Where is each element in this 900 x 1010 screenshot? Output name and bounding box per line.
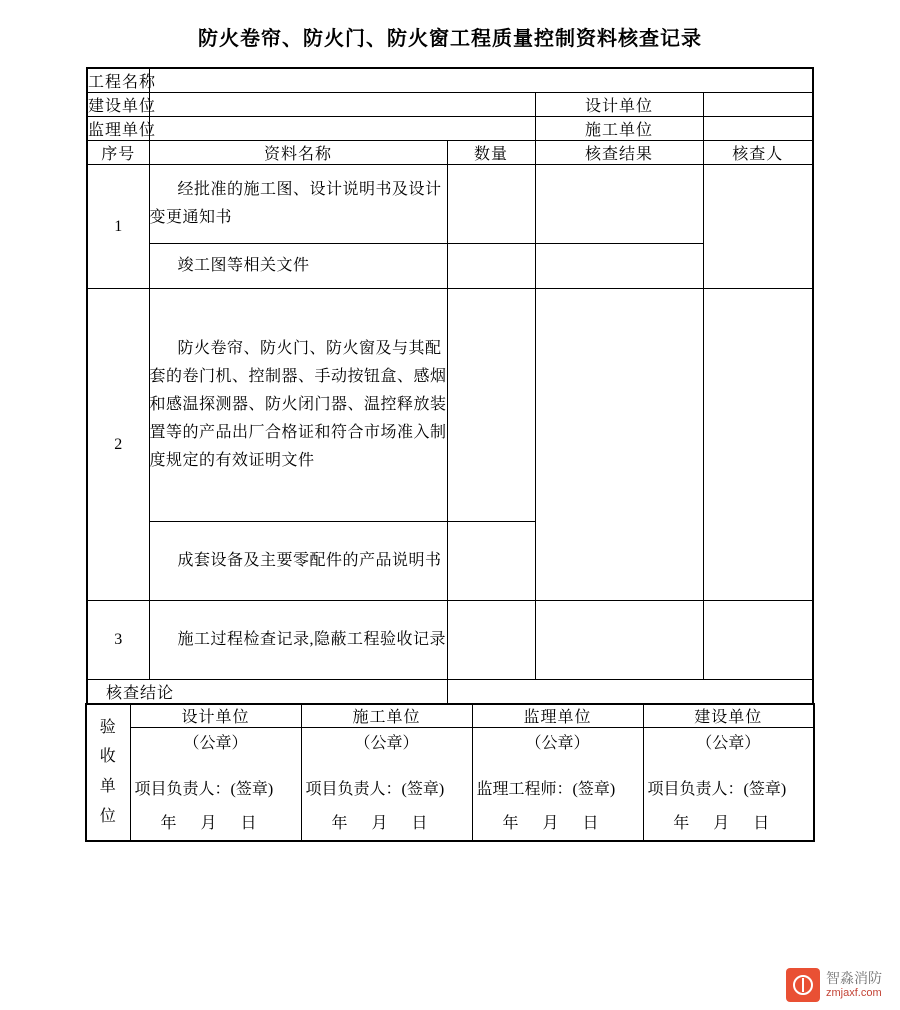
construction-unit-label: 建设单位 bbox=[87, 93, 149, 117]
column-header-quantity: 数量 bbox=[447, 141, 535, 165]
signature-block-construction[interactable] bbox=[643, 728, 814, 842]
signature-table bbox=[85, 703, 815, 842]
page-title: 防火卷帘、防火门、防火窗工程质量控制资料核查记录 bbox=[198, 28, 702, 50]
project-name-label: 工程名称 bbox=[87, 68, 149, 93]
table-row-conclusion bbox=[87, 680, 813, 705]
table-header-row bbox=[87, 141, 813, 165]
column-header-index: 序号 bbox=[87, 141, 149, 165]
acceptance-unit-label-text: 验收单位 bbox=[99, 718, 117, 825]
column-header-material-name: 资料名称 bbox=[149, 141, 447, 165]
date-supervision: 年 月 日 bbox=[502, 815, 609, 832]
material-name-3-1: 施工过程检查记录,隐蔽工程验收记录 bbox=[149, 601, 447, 680]
table-row bbox=[87, 68, 813, 93]
signature-header-row bbox=[86, 704, 814, 728]
table-row bbox=[87, 289, 813, 522]
table-row bbox=[87, 165, 813, 244]
table-row bbox=[87, 93, 813, 117]
quantity-1-1[interactable] bbox=[447, 165, 535, 244]
quantity-1-2[interactable] bbox=[447, 244, 535, 289]
check-result-2[interactable] bbox=[535, 289, 703, 601]
watermark-name: 智淼消防 bbox=[826, 970, 882, 986]
checker-1[interactable] bbox=[703, 165, 813, 289]
signature-block-design[interactable] bbox=[130, 728, 301, 842]
signature-block-contractor[interactable] bbox=[301, 728, 472, 842]
row-index-1: 1 bbox=[87, 165, 149, 289]
signer-design: 项目负责人：(签章) bbox=[134, 781, 274, 798]
fire-shield-icon bbox=[786, 968, 820, 1002]
signature-unit-construction: 建设单位 bbox=[643, 704, 814, 728]
checker-2[interactable] bbox=[703, 289, 813, 601]
design-unit-value[interactable] bbox=[703, 93, 813, 117]
row-index-3: 3 bbox=[87, 601, 149, 680]
check-result-1-2[interactable] bbox=[535, 244, 703, 289]
contractor-unit-label: 施工单位 bbox=[535, 117, 703, 141]
watermark-text bbox=[826, 970, 882, 1000]
signature-block-supervision[interactable] bbox=[472, 728, 643, 842]
watermark-url: zmjaxf.com bbox=[826, 986, 882, 999]
quality-control-record-table bbox=[86, 67, 814, 705]
quantity-2-2[interactable] bbox=[447, 522, 535, 601]
seal-placeholder-construction: （公章） bbox=[696, 735, 761, 752]
quantity-3-1[interactable] bbox=[447, 601, 535, 680]
signature-body-row bbox=[86, 728, 814, 842]
quantity-2-1[interactable] bbox=[447, 289, 535, 522]
conclusion-value[interactable] bbox=[447, 680, 813, 705]
material-name-2-2: 成套设备及主要零配件的产品说明书 bbox=[149, 522, 447, 601]
seal-placeholder-design: （公章） bbox=[183, 735, 248, 752]
date-design: 年 月 日 bbox=[160, 815, 267, 832]
design-unit-label: 设计单位 bbox=[535, 93, 703, 117]
table-row bbox=[87, 117, 813, 141]
signer-supervision: 监理工程师：(签章) bbox=[476, 781, 616, 798]
table-row bbox=[87, 601, 813, 680]
supervision-unit-value[interactable] bbox=[149, 117, 535, 141]
column-header-checker: 核查人 bbox=[703, 141, 813, 165]
signature-unit-design: 设计单位 bbox=[130, 704, 301, 728]
watermark bbox=[786, 968, 882, 1002]
conclusion-label: 核查结论 bbox=[87, 680, 447, 705]
signature-unit-supervision: 监理单位 bbox=[472, 704, 643, 728]
date-construction: 年 月 日 bbox=[673, 815, 780, 832]
signer-construction: 项目负责人：(签章) bbox=[647, 781, 787, 798]
contractor-unit-value[interactable] bbox=[703, 117, 813, 141]
material-name-1-1: 经批准的施工图、设计说明书及设计变更通知书 bbox=[149, 165, 447, 244]
check-result-3-1[interactable] bbox=[535, 601, 703, 680]
signer-contractor: 项目负责人：(签章) bbox=[305, 781, 445, 798]
material-name-1-2: 竣工图等相关文件 bbox=[149, 244, 447, 289]
check-result-1-1[interactable] bbox=[535, 165, 703, 244]
acceptance-unit-label bbox=[86, 704, 130, 842]
material-name-2-1: 防火卷帘、防火门、防火窗及与其配套的卷门机、控制器、手动按钮盒、感烟和感温探测器、防火闭门器、温控释放装置等的产品出厂合格证和符合市场准入制度规定的有效证明文件 bbox=[149, 289, 447, 522]
seal-placeholder-contractor: （公章） bbox=[354, 735, 419, 752]
project-name-value[interactable] bbox=[149, 68, 813, 93]
construction-unit-value[interactable] bbox=[149, 93, 535, 117]
checker-3[interactable] bbox=[703, 601, 813, 680]
seal-placeholder-supervision: （公章） bbox=[525, 735, 590, 752]
column-header-check-result: 核查结果 bbox=[535, 141, 703, 165]
supervision-unit-label: 监理单位 bbox=[87, 117, 149, 141]
signature-unit-contractor: 施工单位 bbox=[301, 704, 472, 728]
date-contractor: 年 月 日 bbox=[331, 815, 438, 832]
row-index-2: 2 bbox=[87, 289, 149, 601]
